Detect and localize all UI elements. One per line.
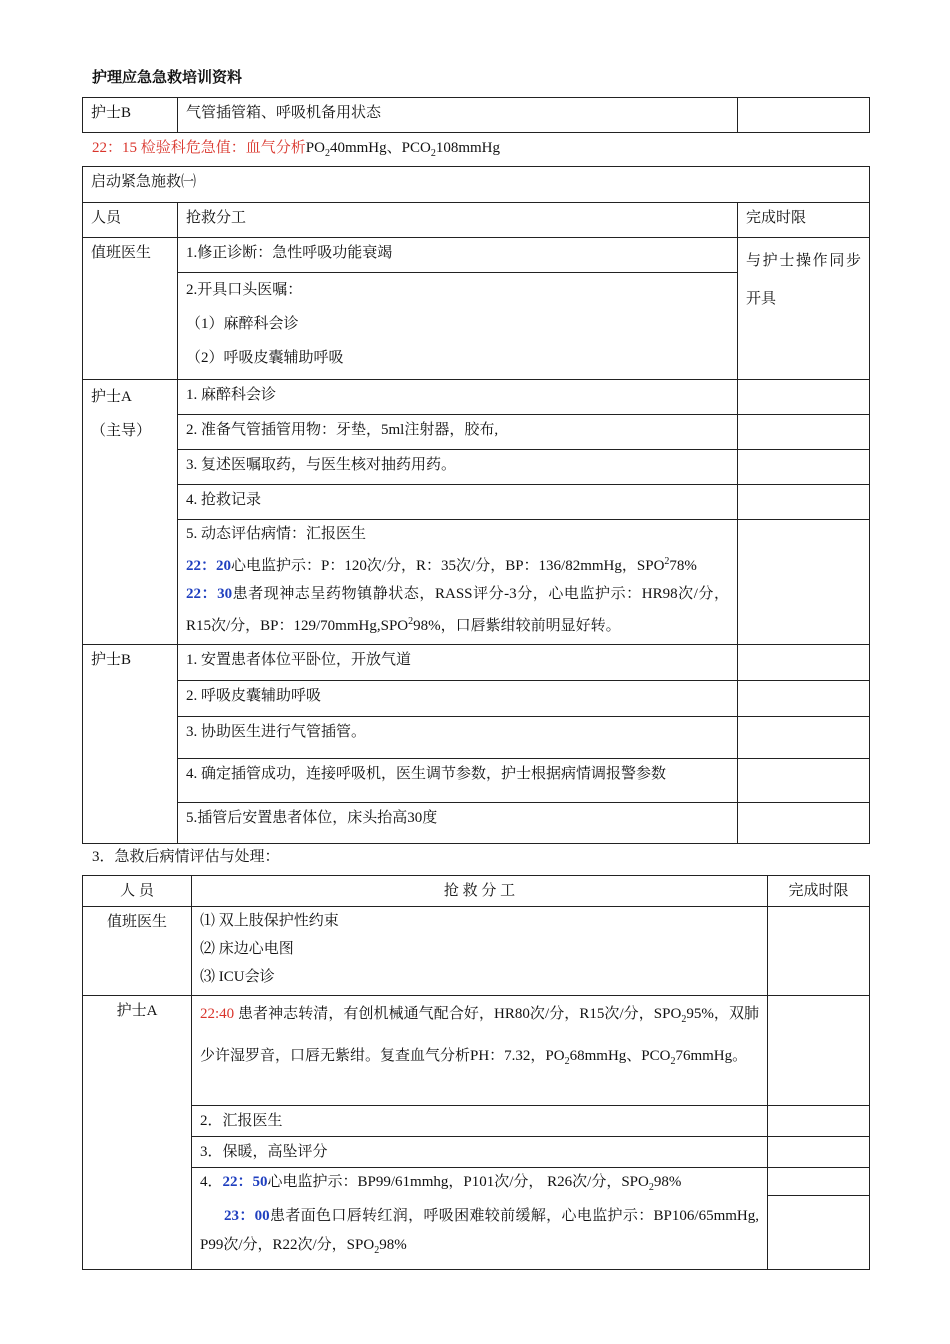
header-task: 抢 救 分 工 <box>192 876 768 907</box>
time-cell <box>768 907 870 996</box>
task-cell: 2. 准备气管插管用物：牙垫，5ml注射器，胶布, <box>178 415 738 450</box>
time-cell <box>738 485 870 520</box>
task-cell: 4. 确定插管成功，连接呼吸机，医生调节参数，护士根据病情调报警参数 <box>178 759 738 803</box>
task-cell: 3．保暖，高坠评分 <box>192 1137 768 1168</box>
header-time: 完成时限 <box>768 876 870 907</box>
header-role: 人 员 <box>83 876 192 907</box>
table-row <box>83 907 870 996</box>
table-row <box>83 450 870 485</box>
time-cell <box>768 1106 870 1137</box>
table-emergency-rescue <box>82 166 870 844</box>
table-row <box>83 996 870 1106</box>
time-cell <box>738 380 870 415</box>
task-cell: 1.修正诊断：急性呼吸功能衰竭 <box>178 238 738 273</box>
table-row <box>83 167 870 203</box>
header-role: 人员 <box>83 203 178 238</box>
time-cell <box>738 450 870 485</box>
task-cell: 4. 抢救记录 <box>178 485 738 520</box>
time-cell: 与护士操作同步开具 <box>738 238 870 380</box>
header-task: 抢救分工 <box>178 203 738 238</box>
table-row <box>83 415 870 450</box>
role-nurse-a: 护士A （主导） <box>83 380 178 645</box>
task-cell: 1. 安置患者体位平卧位，开放气道 <box>178 645 738 681</box>
task-cell: 1. 麻醉科会诊 <box>178 380 738 415</box>
task-cell: 3. 协助医生进行气管插管。 <box>178 717 738 759</box>
time-cell <box>738 645 870 681</box>
table-title: 启动紧急施救㈠ <box>83 167 870 203</box>
time-cell <box>768 1168 870 1196</box>
time-cell <box>738 681 870 717</box>
monitor-reading-4: 23：00患者面色口唇转红润，呼吸困难较前缓解，心电监护示：BP106/65mmHg, P99次/分，R22次/分，$SPO_298\%$ <box>200 1208 759 1256</box>
section-3-heading: 3．急救后病情评估与处理： <box>92 849 280 865</box>
time-cell <box>738 717 870 759</box>
task-cell <box>192 1168 768 1270</box>
task-cell: 5.插管后安置患者体位，床头抬高30度 <box>178 803 738 844</box>
time-cell <box>738 520 870 645</box>
task-cell: 2．汇报医生 <box>192 1106 768 1137</box>
table-row <box>83 717 870 759</box>
task-cell: 3. 复述医嘱取药，与医生核对抽药用药。 <box>178 450 738 485</box>
time-cell <box>768 1195 870 1269</box>
table-row <box>83 759 870 803</box>
role-doctor: 值班医生 <box>83 238 178 380</box>
table-row <box>83 520 870 645</box>
table-row <box>83 485 870 520</box>
document-heading: 护理应急急救培训资料 <box>92 70 243 86</box>
table-row <box>83 1137 870 1168</box>
task-cell: 气管插管箱、呼吸机备用状态 <box>178 98 738 133</box>
role-doctor: 值班医生 <box>83 907 192 996</box>
task-cell: ⑴ 双上肢保护性约束 ⑵ 床边心电图 ⑶ ICU会诊 <box>192 907 768 996</box>
monitor-reading-1: 22：20心电监护示：P：120次/分，R：35次/分，BP：136/82mmHg，SPO$^2$78% <box>186 556 697 574</box>
time-cell <box>738 415 870 450</box>
task-cell: 2.开具口头医嘱： （1）麻醉科会诊 （2）呼吸皮囊辅助呼吸 <box>178 273 738 380</box>
table-post-rescue <box>82 875 870 1270</box>
table-row <box>83 803 870 844</box>
time-cell <box>738 759 870 803</box>
monitor-reading-2: 22：30患者现神志呈药物镇静状态，RASS评分-3分，心电监护示：HR98次/分，R15次/分，BP：129/70mmHg,SPO$^2$98%，口唇紫绀较前明显好转。 <box>186 586 729 634</box>
time-cell <box>738 98 870 133</box>
table-row <box>83 1168 870 1196</box>
task-cell: 5. 动态评估病情：汇报医生 22：20心电监护示：P：120次/分，R：35次/分，BP：136/82mmHg，SPO$^2$78% 22：30患者现神志呈药物镇静状态，RASS评分-3分，心电监护示：HR98次/分，R15次/分，BP：129/70mmHg,SPO$^2$98%，口唇紫绀较前明显好转。 <box>178 520 738 645</box>
time-cell <box>768 1137 870 1168</box>
table-header-row <box>83 876 870 907</box>
role-nurse-b: 护士B <box>83 645 178 844</box>
role-nurse-a: 护士A <box>83 996 192 1270</box>
monitor-reading-3: 4．22：50心电监护示：BP99/61mmhg，P101次/分， R26次/分，$SPO_298\%$ <box>200 1174 682 1193</box>
time-cell <box>768 996 870 1106</box>
task-cell: 2. 呼吸皮囊辅助呼吸 <box>178 681 738 717</box>
table-row <box>83 238 870 273</box>
table-row <box>83 681 870 717</box>
header-time: 完成时限 <box>738 203 870 238</box>
table-row <box>83 380 870 415</box>
table-row <box>83 98 870 133</box>
role-cell: 护士B <box>83 98 178 133</box>
table-header-row <box>83 203 870 238</box>
time-cell <box>738 803 870 844</box>
table-row <box>83 645 870 681</box>
table-row <box>83 1106 870 1137</box>
task-cell: 22:40 患者神志转清，有创机械通气配合好，HR80次/分，R15次/分，$SPO_295\%$，双肺少许湿罗音，口唇无紫绀。复查血气分析PH：7.32，$PO_268mmHg$、$PCO_276mmHg$。 <box>192 996 768 1106</box>
lab-alert: 22：15 检验科危急值：血气分析$PO_240mmHg$、$PCO_2108mmHg$ <box>92 140 500 159</box>
table-standby <box>82 97 870 133</box>
